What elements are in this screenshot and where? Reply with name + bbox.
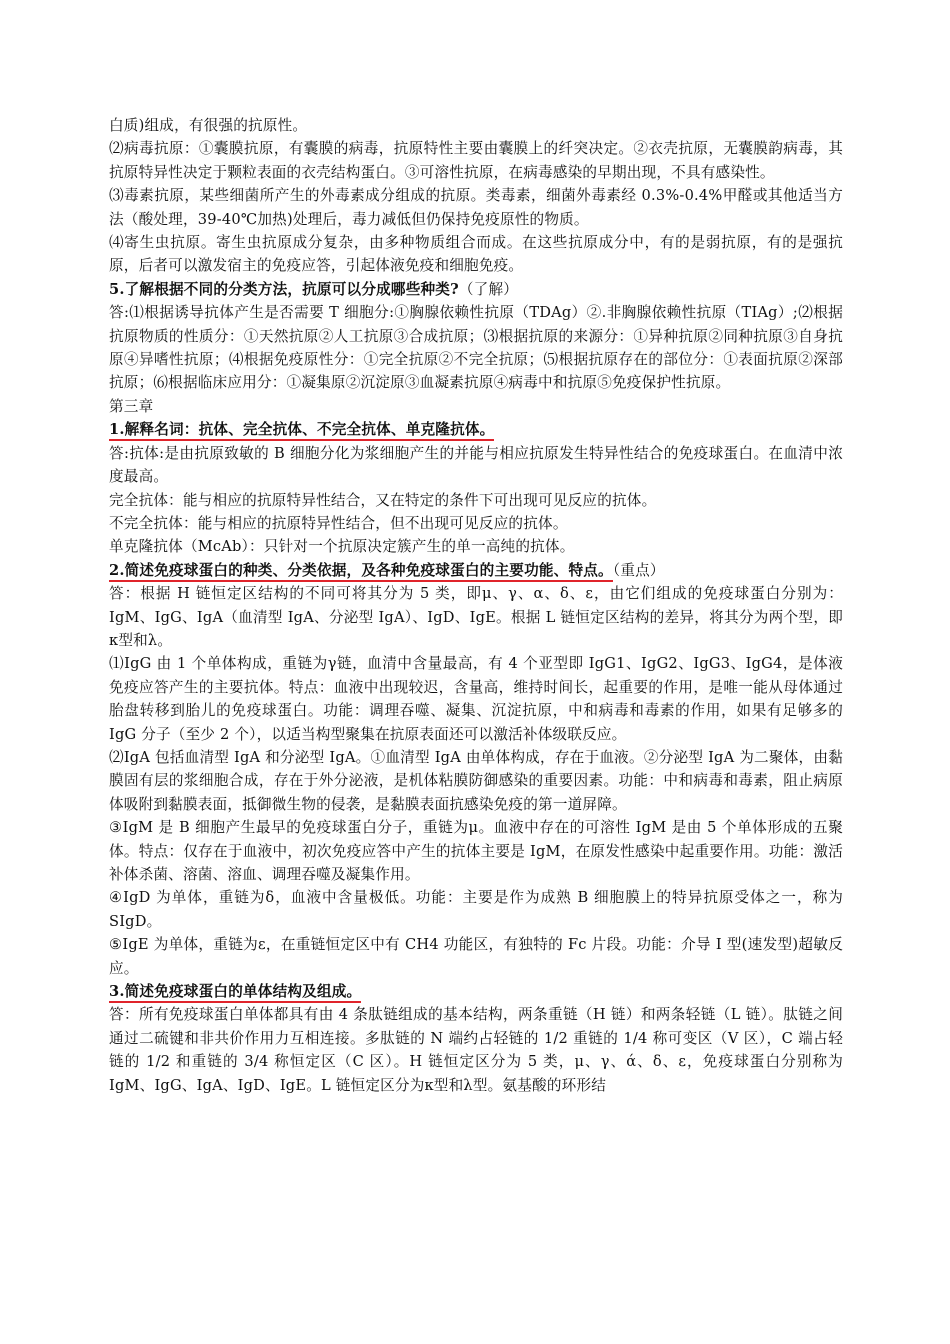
- document-page: [109, 114, 843, 1097]
- question-heading: [109, 278, 843, 301]
- heading-text: 1.解释名词：抗体、完全抗体、不完全抗体、单克隆抗体。: [109, 421, 494, 441]
- body-paragraph: ③IgM 是 B 细胞产生最早的免疫球蛋白分子，重链为μ。血液中存在的可溶性 IgM 是由 5 个单体形成的五聚体。特点：仅存在于血液中，初次免疫应答中产生的抗体主要是 IgM，在原发性感染中起重要作用。功能：激活补体杀菌、溶菌、溶血、调理吞噬及凝集作用。: [109, 819, 843, 883]
- body-paragraph: 答:抗体:是由抗原致敏的 B 细胞分化为浆细胞产生的并能与相应抗原发生特异性结合的免疫球蛋白。在血清中浓度最高。: [109, 444, 843, 486]
- body-paragraph: ⑴IgG 由 1 个单体构成，重链为γ链，血清中含量最高，有 4 个亚型即 IgG1、IgG2、IgG3、IgG4，是体液免疫应答产生的主要抗体。特点：血液中出现较迟，含量高，维持时间长，起重要的作用，是唯一能从母体通过胎盘转移到胎儿的免疫球蛋白。功能：调理吞噬、凝集、沉淀抗原，中和病毒和毒素的作用，如果有足够多的 IgG 分子（至少 2 个），以适当构型聚集在抗原表面还可以激活补体级联反应。: [109, 655, 843, 743]
- body-paragraph: 不完全抗体：能与相应的抗原特异性结合，但不出现可见反应的抗体。: [109, 514, 568, 532]
- question-heading: [109, 559, 843, 582]
- body-paragraph: ⑵病毒抗原：①囊膜抗原，有囊膜的病毒，抗原特性主要由囊膜上的纤突决定。②衣壳抗原，无囊膜韵病毒，其抗原特异性决定于颗粒表面的衣壳结构蛋白。③可溶性抗原，在病毒感染的早期出现，不具有感染性。: [109, 140, 843, 181]
- body-paragraph: 答：所有免疫球蛋白单体都具有由 4 条肽链组成的基本结构，两条重链（H 链）和两条轻链（L 链）。肽链之间通过二硫键和非共价作用力互相连接。多肽链的 N 端约占轻链的 1/2 重链的 1/4 称可变区（V 区），C 端占轻链的 1/2 和重链的 3/4 称恒定区（C 区）。H 链恒定区分为 5 类，μ、γ、ά、δ、ε，免疫球蛋白分别称为 IgM、IgG、IgA、IgD、IgE。L 链恒定区分为κ型和λ型。氨基酸的环形结: [109, 1006, 843, 1094]
- body-paragraph: ⑷寄生虫抗原。寄生虫抗原成分复杂，由多种物质组合而成。在这些抗原成分中，有的是弱抗原，有的是强抗原，后者可以激发宿主的免疫应答，引起体液免疫和细胞免疫。: [109, 234, 843, 275]
- body-paragraph: 答:⑴根据诱导抗体产生是否需要 T 细胞分:①胸腺依赖性抗原（TDAg）②.非胸腺依赖性抗原（TIAg）;⑵根据抗原物质的性质分：①天然抗原②人工抗原③合成抗原；⑶根据抗原的来源分：①异种抗原②同种抗原③自身抗原④异嗜性抗原；⑷根据免疫原性分：①完全抗原②不完全抗原；⑸根据抗原存在的部位分：①表面抗原②深部抗原；⑹根据临床应用分：①凝集原②沉淀原③血凝素抗原④病毒中和抗原⑤免疫保护性抗原。: [109, 304, 843, 392]
- body-paragraph: 完全抗体：能与相应的抗原特异性结合，又在特定的条件下可出现可见反应的抗体。: [109, 491, 657, 509]
- body-paragraph: ⑵IgA 包括血清型 IgA 和分泌型 IgA。①血清型 IgA 由单体构成，存在于血液。②分泌型 IgA 为二聚体，由黏膜固有层的浆细胞合成，存在于外分泌液，是机体粘膜防御感染的重要因素。功能：中和病毒和毒素，阻止病原体吸附到黏膜表面，抵御微生物的侵袭，是黏膜表面抗感染免疫的第一道屏障。: [109, 748, 843, 813]
- body-paragraph: ⑶毒素抗原，某些细菌所产生的外毒素成分组成的抗原。类毒素，细菌外毒素经 0.3%-0.4%甲醛或其他适当方法（酸处理，39-40℃加热)处理后，毒力减低但仍保持免疫原性的物质。: [109, 187, 843, 228]
- question-heading: [109, 418, 843, 441]
- heading-note: （了解）: [458, 280, 519, 298]
- question-heading: [109, 980, 843, 1003]
- body-paragraph: 答：根据 H 链恒定区结构的不同可将其分为 5 类，即μ、γ、α、δ、ε，由它们组成的免疫球蛋白分别为：IgM、IgG、IgA（血清型 IgA、分泌型 IgA）、IgD、IgE。根据 L 链恒定区结构的差异，将其分为两个型，即κ型和λ。: [109, 585, 843, 649]
- heading-text: 3.简述免疫球蛋白的单体结构及组成。: [109, 983, 361, 1003]
- heading-text: 2.简述免疫球蛋白的种类、分类依据，及各种免疫球蛋白的主要功能、特点。: [109, 562, 613, 582]
- body-paragraph: 单克隆抗体（McAb）：只针对一个抗原决定簇产生的单一高纯的抗体。: [109, 538, 575, 556]
- heading-note: （重点）: [612, 561, 665, 579]
- body-paragraph: 第三章: [109, 397, 154, 415]
- body-paragraph: ⑤IgE 为单体，重链为ε，在重链恒定区中有 CH4 功能区，有独特的 Fc 片段。功能：介导 I 型(速发型)超敏反应。: [109, 936, 843, 977]
- heading-text: 5.了解根据不同的分类方法，抗原可以分成哪些种类?: [109, 280, 459, 298]
- body-paragraph: ④IgD 为单体，重链为δ，血液中含量极低。功能：主要是作为成熟 B 细胞膜上的特异抗原受体之一，称为 SIgD。: [109, 889, 843, 930]
- body-paragraph: 白质)组成，有很强的抗原性。: [109, 117, 308, 134]
